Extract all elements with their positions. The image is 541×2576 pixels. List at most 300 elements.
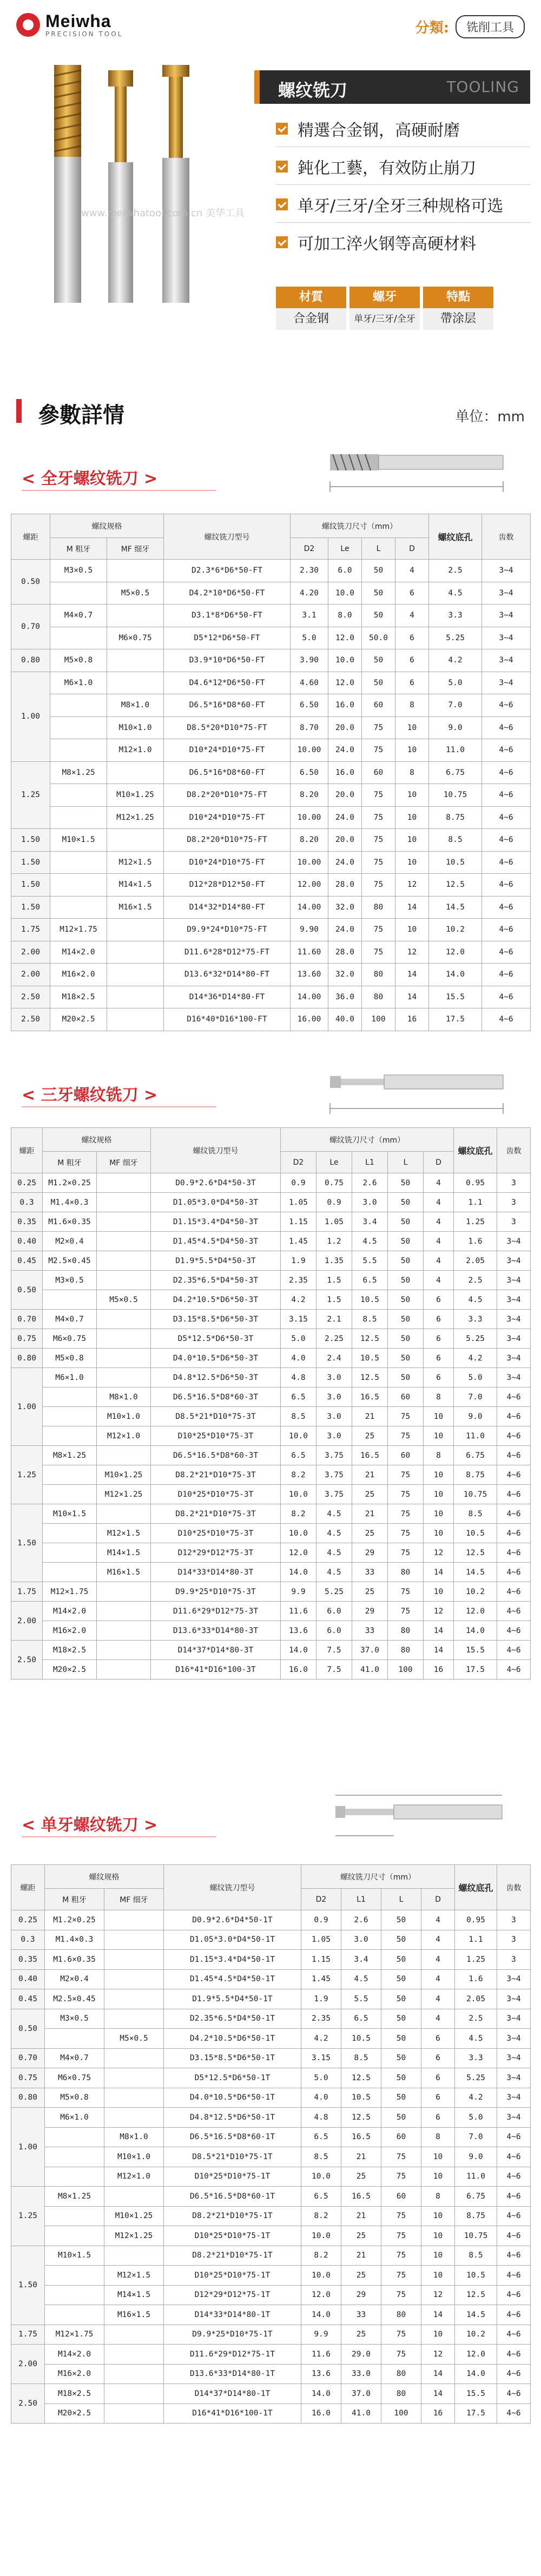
cell-mf [107, 605, 164, 627]
cell-model: D4.2*10.5*D6*50-3T [151, 1290, 281, 1310]
cell-d2: 1.15 [301, 1950, 341, 1970]
cell-m [50, 874, 107, 897]
cell-d: 8 [421, 2187, 455, 2207]
cell-model: D13.6*33*D14*80-1T [164, 2364, 301, 2384]
cell-hole: 7.0 [454, 1387, 497, 1407]
attribute-thread: 螺牙 单牙/三牙/全牙 [349, 287, 420, 330]
cell-hole: 2.5 [429, 560, 482, 582]
cell-teeth: 4~6 [497, 2305, 531, 2325]
cell-teeth: 4~6 [482, 829, 531, 852]
brand-mark-icon [16, 13, 40, 37]
pitch-cell: 2.00 [11, 941, 50, 964]
cell-le: 16.0 [328, 761, 362, 784]
cell-hole: 7.0 [429, 694, 482, 717]
cell-d: 4 [421, 1969, 455, 1989]
cell-d2: 5.0 [301, 2068, 341, 2088]
cell-l: 75 [362, 829, 395, 852]
cell-mf [107, 941, 164, 964]
cell-le: 4.5 [341, 1969, 381, 1989]
cell-model: D8.2*21*D10*75-1T [164, 2246, 301, 2266]
cell-d2: 2.35 [301, 2009, 341, 2029]
col-hole: 螺纹底孔 [454, 1128, 497, 1173]
cell-d2: 8.2 [281, 1504, 316, 1524]
pitch-cell: 2.50 [11, 986, 50, 1008]
cell-l: 37.0 [352, 1641, 388, 1660]
cell-m [45, 2266, 104, 2286]
cell-d: 10 [421, 2246, 455, 2266]
pitch-cell: 1.50 [11, 829, 50, 852]
cell-le: 32.0 [328, 964, 362, 986]
cell-teeth: 3 [497, 1193, 531, 1212]
cell-model: D9.9*25*D10*75-3T [151, 1582, 281, 1602]
cell-l2: 75 [388, 1524, 424, 1543]
cell-hole: 0.95 [454, 1173, 497, 1193]
cell-teeth: 4~6 [482, 896, 531, 919]
cell-model: D8.5*21*D10*75-1T [164, 2147, 301, 2167]
cell-mf: M14×1.5 [97, 1543, 151, 1563]
cell-d: 8 [424, 1446, 454, 1465]
cell-teeth: 3~4 [497, 1368, 531, 1387]
table-row [11, 672, 531, 694]
cell-d: 6 [424, 1310, 454, 1329]
table-row [11, 874, 531, 897]
cell-l2: 75 [388, 1465, 424, 1485]
table-row [11, 941, 531, 964]
cell-mf: M10×1.0 [104, 2147, 164, 2167]
cell-teeth: 3~4 [497, 2088, 531, 2108]
cell-hole: 4.2 [455, 2088, 497, 2108]
cell-le: 12.5 [341, 2108, 381, 2128]
cell-l: 75 [381, 2167, 421, 2187]
cell-model: D2.35*6.5*D4*50-1T [164, 2009, 301, 2029]
cell-le: 25 [341, 2167, 381, 2187]
cell-m: M2×0.4 [45, 1969, 104, 1989]
cell-teeth: 4~6 [482, 941, 531, 964]
cell-l: 50.0 [362, 627, 395, 649]
cell-d: 10 [395, 716, 429, 739]
cell-m: M20×2.5 [45, 2404, 104, 2424]
cell-d: 4 [424, 1271, 454, 1290]
cell-l: 50 [381, 2108, 421, 2128]
cell-d2: 6.50 [291, 694, 328, 717]
cell-teeth: 3 [497, 1212, 531, 1232]
cell-l: 16.5 [352, 1446, 388, 1465]
cell-m: M16×2.0 [45, 2364, 104, 2384]
cell-m: M5×0.8 [45, 2088, 104, 2108]
cell-model: D16*41*D16*100-3T [151, 1660, 281, 1679]
cell-hole: 2.5 [454, 1271, 497, 1290]
cell-l2: 60 [388, 1446, 424, 1465]
table-row [11, 1310, 531, 1329]
cell-hole: 4.5 [454, 1290, 497, 1310]
cell-le: 12.0 [328, 627, 362, 649]
table-row [11, 2167, 531, 2187]
cell-model: D5*12.5*D6*50-1T [164, 2068, 301, 2088]
cell-model: D13.6*33*D14*80-3T [151, 1621, 281, 1641]
cell-d: 10 [424, 1524, 454, 1543]
single-tooth-diagram [308, 1784, 525, 1860]
cell-teeth: 4~6 [482, 761, 531, 784]
cell-l: 100 [362, 1008, 395, 1031]
cell-model: D12*28*D12*50-FT [164, 874, 291, 897]
table-row [11, 964, 531, 986]
cell-hole: 6.75 [454, 1446, 497, 1465]
table-row [11, 1008, 531, 1031]
cell-teeth: 4~6 [497, 2246, 531, 2266]
cell-model: D2.3*6*D6*50-FT [164, 560, 291, 582]
cell-mf: M12×1.25 [97, 1485, 151, 1504]
cell-teeth: 4~6 [497, 2266, 531, 2286]
cell-d: 6 [424, 1349, 454, 1368]
cell-hole: 8.75 [429, 806, 482, 829]
cell-teeth: 4~6 [497, 2147, 531, 2167]
cell-d2: 11.60 [291, 941, 328, 964]
pitch-cell: 1.50 [11, 874, 50, 897]
cell-mf [97, 1504, 151, 1524]
cell-mf [97, 1368, 151, 1387]
cell-l: 21 [352, 1504, 388, 1524]
cell-m: M12×1.75 [45, 2325, 104, 2345]
cell-mf: M8×1.0 [97, 1387, 151, 1407]
cell-le: 2.4 [316, 1349, 352, 1368]
cell-l2: 100 [388, 1660, 424, 1679]
cell-le: 3.0 [316, 1368, 352, 1387]
cell-model: D3.1*8*D6*50-FT [164, 605, 291, 627]
cell-hole: 5.0 [454, 1368, 497, 1387]
cell-mf [104, 2009, 164, 2029]
cell-l2: 80 [388, 1563, 424, 1582]
cell-l2: 50 [388, 1290, 424, 1310]
cell-mf [107, 672, 164, 694]
pitch-cell: 0.75 [11, 2068, 45, 2088]
cell-l: 10.5 [352, 1349, 388, 1368]
cell-teeth: 4~6 [497, 1602, 531, 1621]
cell-d2: 3.15 [281, 1310, 316, 1329]
watermark: www.meiwhatool.com.cn 美华工具 [81, 208, 245, 219]
cell-mf [107, 964, 164, 986]
cell-d2: 6.5 [301, 2127, 341, 2147]
cell-model: D13.6*32*D14*80-FT [164, 964, 291, 986]
table-row [11, 896, 531, 919]
table-row [11, 582, 531, 605]
cell-d2: 9.9 [281, 1582, 316, 1602]
cell-m: M2×0.4 [43, 1232, 97, 1251]
cell-d: 4 [395, 605, 429, 627]
cell-d: 14 [421, 2305, 455, 2325]
cell-hole: 10.2 [455, 2325, 497, 2345]
cell-teeth: 4~6 [482, 716, 531, 739]
cell-teeth: 3~4 [497, 2108, 531, 2128]
cell-mf: M12×1.5 [107, 851, 164, 874]
cell-m: M4×0.7 [45, 2048, 104, 2068]
cell-m [50, 806, 107, 829]
cell-d2: 10.00 [291, 739, 328, 762]
cell-d2: 0.9 [281, 1173, 316, 1193]
cell-d: 6 [395, 627, 429, 649]
cell-mf [107, 649, 164, 672]
cell-hole: 1.6 [455, 1969, 497, 1989]
cell-d: 14 [395, 986, 429, 1008]
cell-d: 14 [424, 1563, 454, 1582]
pitch-cell: 0.45 [11, 1251, 43, 1271]
cell-d2: 4.0 [281, 1349, 316, 1368]
cell-teeth: 4~6 [482, 874, 531, 897]
cell-l: 75 [362, 919, 395, 941]
cell-l2: 75 [388, 1582, 424, 1602]
cell-model: D3.15*8.5*D6*50-3T [151, 1310, 281, 1329]
cell-mf [104, 2187, 164, 2207]
cell-model: D8.5*20*D10*75-FT [164, 716, 291, 739]
table-row [11, 829, 531, 852]
section-title-full-tooth: < 全牙螺纹铣刀 > [22, 469, 158, 488]
feature-item: 精選合金钢，高硬耐磨 [276, 111, 530, 147]
cell-d: 12 [421, 2285, 455, 2305]
cell-l: 80 [362, 986, 395, 1008]
cell-hole: 1.1 [455, 1930, 497, 1950]
table-row [11, 1563, 531, 1582]
cell-d2: 0.9 [301, 1910, 341, 1930]
table-row [11, 1485, 531, 1504]
cell-le: 6.0 [328, 560, 362, 582]
cell-d2: 1.9 [281, 1251, 316, 1271]
cell-d: 14 [421, 2384, 455, 2404]
cell-hole: 8.5 [455, 2246, 497, 2266]
cell-l: 75 [381, 2345, 421, 2365]
pitch-cell: 1.50 [11, 896, 50, 919]
cell-model: D16*41*D16*100-1T [164, 2404, 301, 2424]
pitch-cell: 0.25 [11, 1910, 45, 1930]
cell-teeth: 4~6 [497, 1465, 531, 1485]
cell-model: D14*32*D14*80-FT [164, 896, 291, 919]
cell-l: 75 [362, 739, 395, 762]
cell-hole: 10.5 [429, 851, 482, 874]
table-row [11, 1950, 531, 1970]
cell-hole: 14.0 [455, 2364, 497, 2384]
cell-mf: M12×1.0 [104, 2167, 164, 2187]
cell-d2: 8.20 [291, 784, 328, 807]
cell-d2: 2.35 [281, 1271, 316, 1290]
cell-teeth: 4~6 [482, 1008, 531, 1031]
cell-hole: 1.25 [454, 1212, 497, 1232]
pitch-cell: 0.45 [11, 1989, 45, 2009]
cell-model: D11.6*29*D12*75-3T [151, 1602, 281, 1621]
cell-mf: M14×1.5 [104, 2285, 164, 2305]
cell-teeth: 3~4 [497, 1232, 531, 1251]
col-teeth: 齿数 [482, 514, 531, 560]
cell-m: M1.4×0.3 [45, 1930, 104, 1950]
cell-hole: 1.6 [454, 1232, 497, 1251]
product-title-en: TOOLING [446, 78, 519, 96]
cell-le: 5.25 [316, 1582, 352, 1602]
cell-d2: 1.15 [281, 1212, 316, 1232]
cell-d: 14 [395, 896, 429, 919]
cell-m: M18×2.5 [50, 986, 107, 1008]
cell-m: M20×2.5 [50, 1008, 107, 1031]
category-tag[interactable]: 铣削工具 [456, 15, 525, 38]
cell-mf: M12×1.0 [107, 739, 164, 762]
col-model: 螺纹铣刀型号 [164, 514, 291, 560]
cell-mf [107, 560, 164, 582]
cell-m: M12×1.75 [50, 919, 107, 941]
table-row [11, 716, 531, 739]
cell-mf [97, 1602, 151, 1621]
cell-m: M5×0.8 [43, 1349, 97, 1368]
cell-teeth: 4~6 [482, 806, 531, 829]
cell-l: 25 [352, 1426, 388, 1446]
cell-d2: 8.5 [301, 2147, 341, 2167]
cell-teeth: 3~4 [497, 1251, 531, 1271]
cell-hole: 2.5 [455, 2009, 497, 2029]
cell-hole: 17.5 [454, 1660, 497, 1679]
cell-m: M6×1.0 [50, 672, 107, 694]
cell-l2: 75 [388, 1407, 424, 1426]
cell-model: D1.45*4.5*D4*50-1T [164, 1969, 301, 1989]
cell-m [45, 2226, 104, 2246]
cell-model: D11.6*29*D12*75-1T [164, 2345, 301, 2365]
cell-hole: 17.5 [429, 1008, 482, 1031]
divider [22, 1106, 216, 1107]
cell-d: 10 [424, 1407, 454, 1426]
cell-d: 4 [395, 560, 429, 582]
pitch-cell: 2.50 [11, 2384, 45, 2424]
pitch-cell: 0.25 [11, 1173, 43, 1193]
feature-item: 单牙/三牙/全牙三种规格可选 [276, 187, 530, 222]
cell-d: 10 [395, 829, 429, 852]
cell-d2: 3.90 [291, 649, 328, 672]
cell-mf [104, 1969, 164, 1989]
cell-teeth: 3 [497, 1930, 531, 1950]
cell-mf: M8×1.0 [107, 694, 164, 717]
cell-m [43, 1543, 97, 1563]
cell-mf [107, 919, 164, 941]
cell-m [50, 739, 107, 762]
cell-model: D9.9*24*D10*75-FT [164, 919, 291, 941]
brand-logo[interactable] [16, 12, 123, 38]
table-row [11, 2187, 531, 2207]
cell-le: 37.0 [341, 2384, 381, 2404]
cell-mf: M16×1.5 [107, 896, 164, 919]
cell-model: D6.5*16.5*D8*60-3T [151, 1446, 281, 1465]
attribute-feature: 特點 帶涂层 [423, 287, 493, 330]
cell-l2: 50 [388, 1310, 424, 1329]
cell-d: 4 [424, 1173, 454, 1193]
cell-l: 6.5 [352, 1271, 388, 1290]
cell-d: 14 [424, 1621, 454, 1641]
cell-m [43, 1524, 97, 1543]
cell-d: 14 [424, 1641, 454, 1660]
three-tooth-diagram [308, 1060, 525, 1125]
pitch-cell: 0.50 [11, 2009, 45, 2048]
pitch-cell: 1.75 [11, 2325, 45, 2345]
cell-d: 16 [395, 1008, 429, 1031]
cell-m: M2.5×0.45 [45, 1989, 104, 2009]
cell-hole: 4.2 [454, 1349, 497, 1368]
cell-l: 60 [381, 2127, 421, 2147]
cell-d2: 4.8 [281, 1368, 316, 1387]
cell-hole: 14.5 [429, 896, 482, 919]
cell-model: D16*40*D16*100-FT [164, 1008, 291, 1031]
cell-mf [104, 2345, 164, 2365]
cell-l2: 75 [388, 1543, 424, 1563]
cell-model: D1.15*3.4*D4*50-1T [164, 1950, 301, 1970]
cell-d: 10 [421, 2325, 455, 2345]
cell-d: 6 [424, 1329, 454, 1349]
cell-d2: 1.05 [281, 1193, 316, 1212]
cell-teeth: 4~6 [497, 1563, 531, 1582]
cell-le: 3.75 [316, 1446, 352, 1465]
cell-hole: 0.95 [455, 1910, 497, 1930]
cell-model: D1.05*3.0*D4*50-1T [164, 1930, 301, 1950]
cell-l2: 50 [388, 1329, 424, 1349]
pitch-cell: 1.25 [11, 2187, 45, 2246]
cell-teeth: 4~6 [497, 2345, 531, 2365]
col-hole: 螺纹底孔 [429, 514, 482, 560]
cell-mf: M6×0.75 [107, 627, 164, 649]
cell-le: 28.0 [328, 941, 362, 964]
cell-hole: 1.25 [455, 1950, 497, 1970]
cell-m: M8×1.25 [43, 1446, 97, 1465]
pitch-cell: 0.3 [11, 1930, 45, 1950]
cell-teeth: 3~4 [482, 672, 531, 694]
pitch-cell: 1.25 [11, 1446, 43, 1504]
cell-hole: 10.5 [454, 1524, 497, 1543]
cell-teeth: 4~6 [497, 2404, 531, 2424]
cell-l: 10.5 [352, 1290, 388, 1310]
cell-d: 4 [421, 1989, 455, 2009]
cell-model: D6.5*16*D8*60-FT [164, 694, 291, 717]
cell-le: 1.5 [316, 1271, 352, 1290]
cell-teeth: 4~6 [497, 1426, 531, 1446]
cell-model: D10*24*D10*75-FT [164, 739, 291, 762]
cell-le: 20.0 [328, 716, 362, 739]
cell-m: M3×0.5 [50, 560, 107, 582]
cell-mf [107, 761, 164, 784]
cell-le: 10.0 [328, 582, 362, 605]
cell-d2: 14.00 [291, 986, 328, 1008]
cell-d2: 4.0 [301, 2088, 341, 2108]
cell-mf [97, 1310, 151, 1329]
table-row [11, 2364, 531, 2384]
cell-l: 50 [362, 560, 395, 582]
table-row [11, 1426, 531, 1446]
pitch-cell: 0.40 [11, 1969, 45, 1989]
table-row [11, 1290, 531, 1310]
cell-m [43, 1407, 97, 1426]
cell-l: 50 [381, 1989, 421, 2009]
cell-model: D10*25*D10*75-3T [151, 1426, 281, 1446]
table-row [11, 2266, 531, 2286]
cell-l: 50 [381, 2009, 421, 2029]
cell-d: 10 [395, 919, 429, 941]
cell-d2: 1.05 [301, 1930, 341, 1950]
cell-hole: 14.0 [429, 964, 482, 986]
cell-mf: M12×1.5 [104, 2266, 164, 2286]
cell-hole: 14.5 [455, 2305, 497, 2325]
cell-hole: 12.5 [429, 874, 482, 897]
cell-mf [97, 1232, 151, 1251]
cell-d2: 16.00 [291, 1008, 328, 1031]
cell-le: 1.5 [316, 1290, 352, 1310]
cell-mf [97, 1641, 151, 1660]
cell-model: D5*12*D6*50-FT [164, 627, 291, 649]
cell-model: D14*33*D14*80-1T [164, 2305, 301, 2325]
cell-mf: M5×0.5 [104, 2029, 164, 2049]
cell-mf: M5×0.5 [97, 1290, 151, 1310]
cell-l2: 75 [388, 1504, 424, 1524]
cell-m [50, 716, 107, 739]
cell-le: 6.5 [341, 2009, 381, 2029]
cell-d: 4 [424, 1212, 454, 1232]
